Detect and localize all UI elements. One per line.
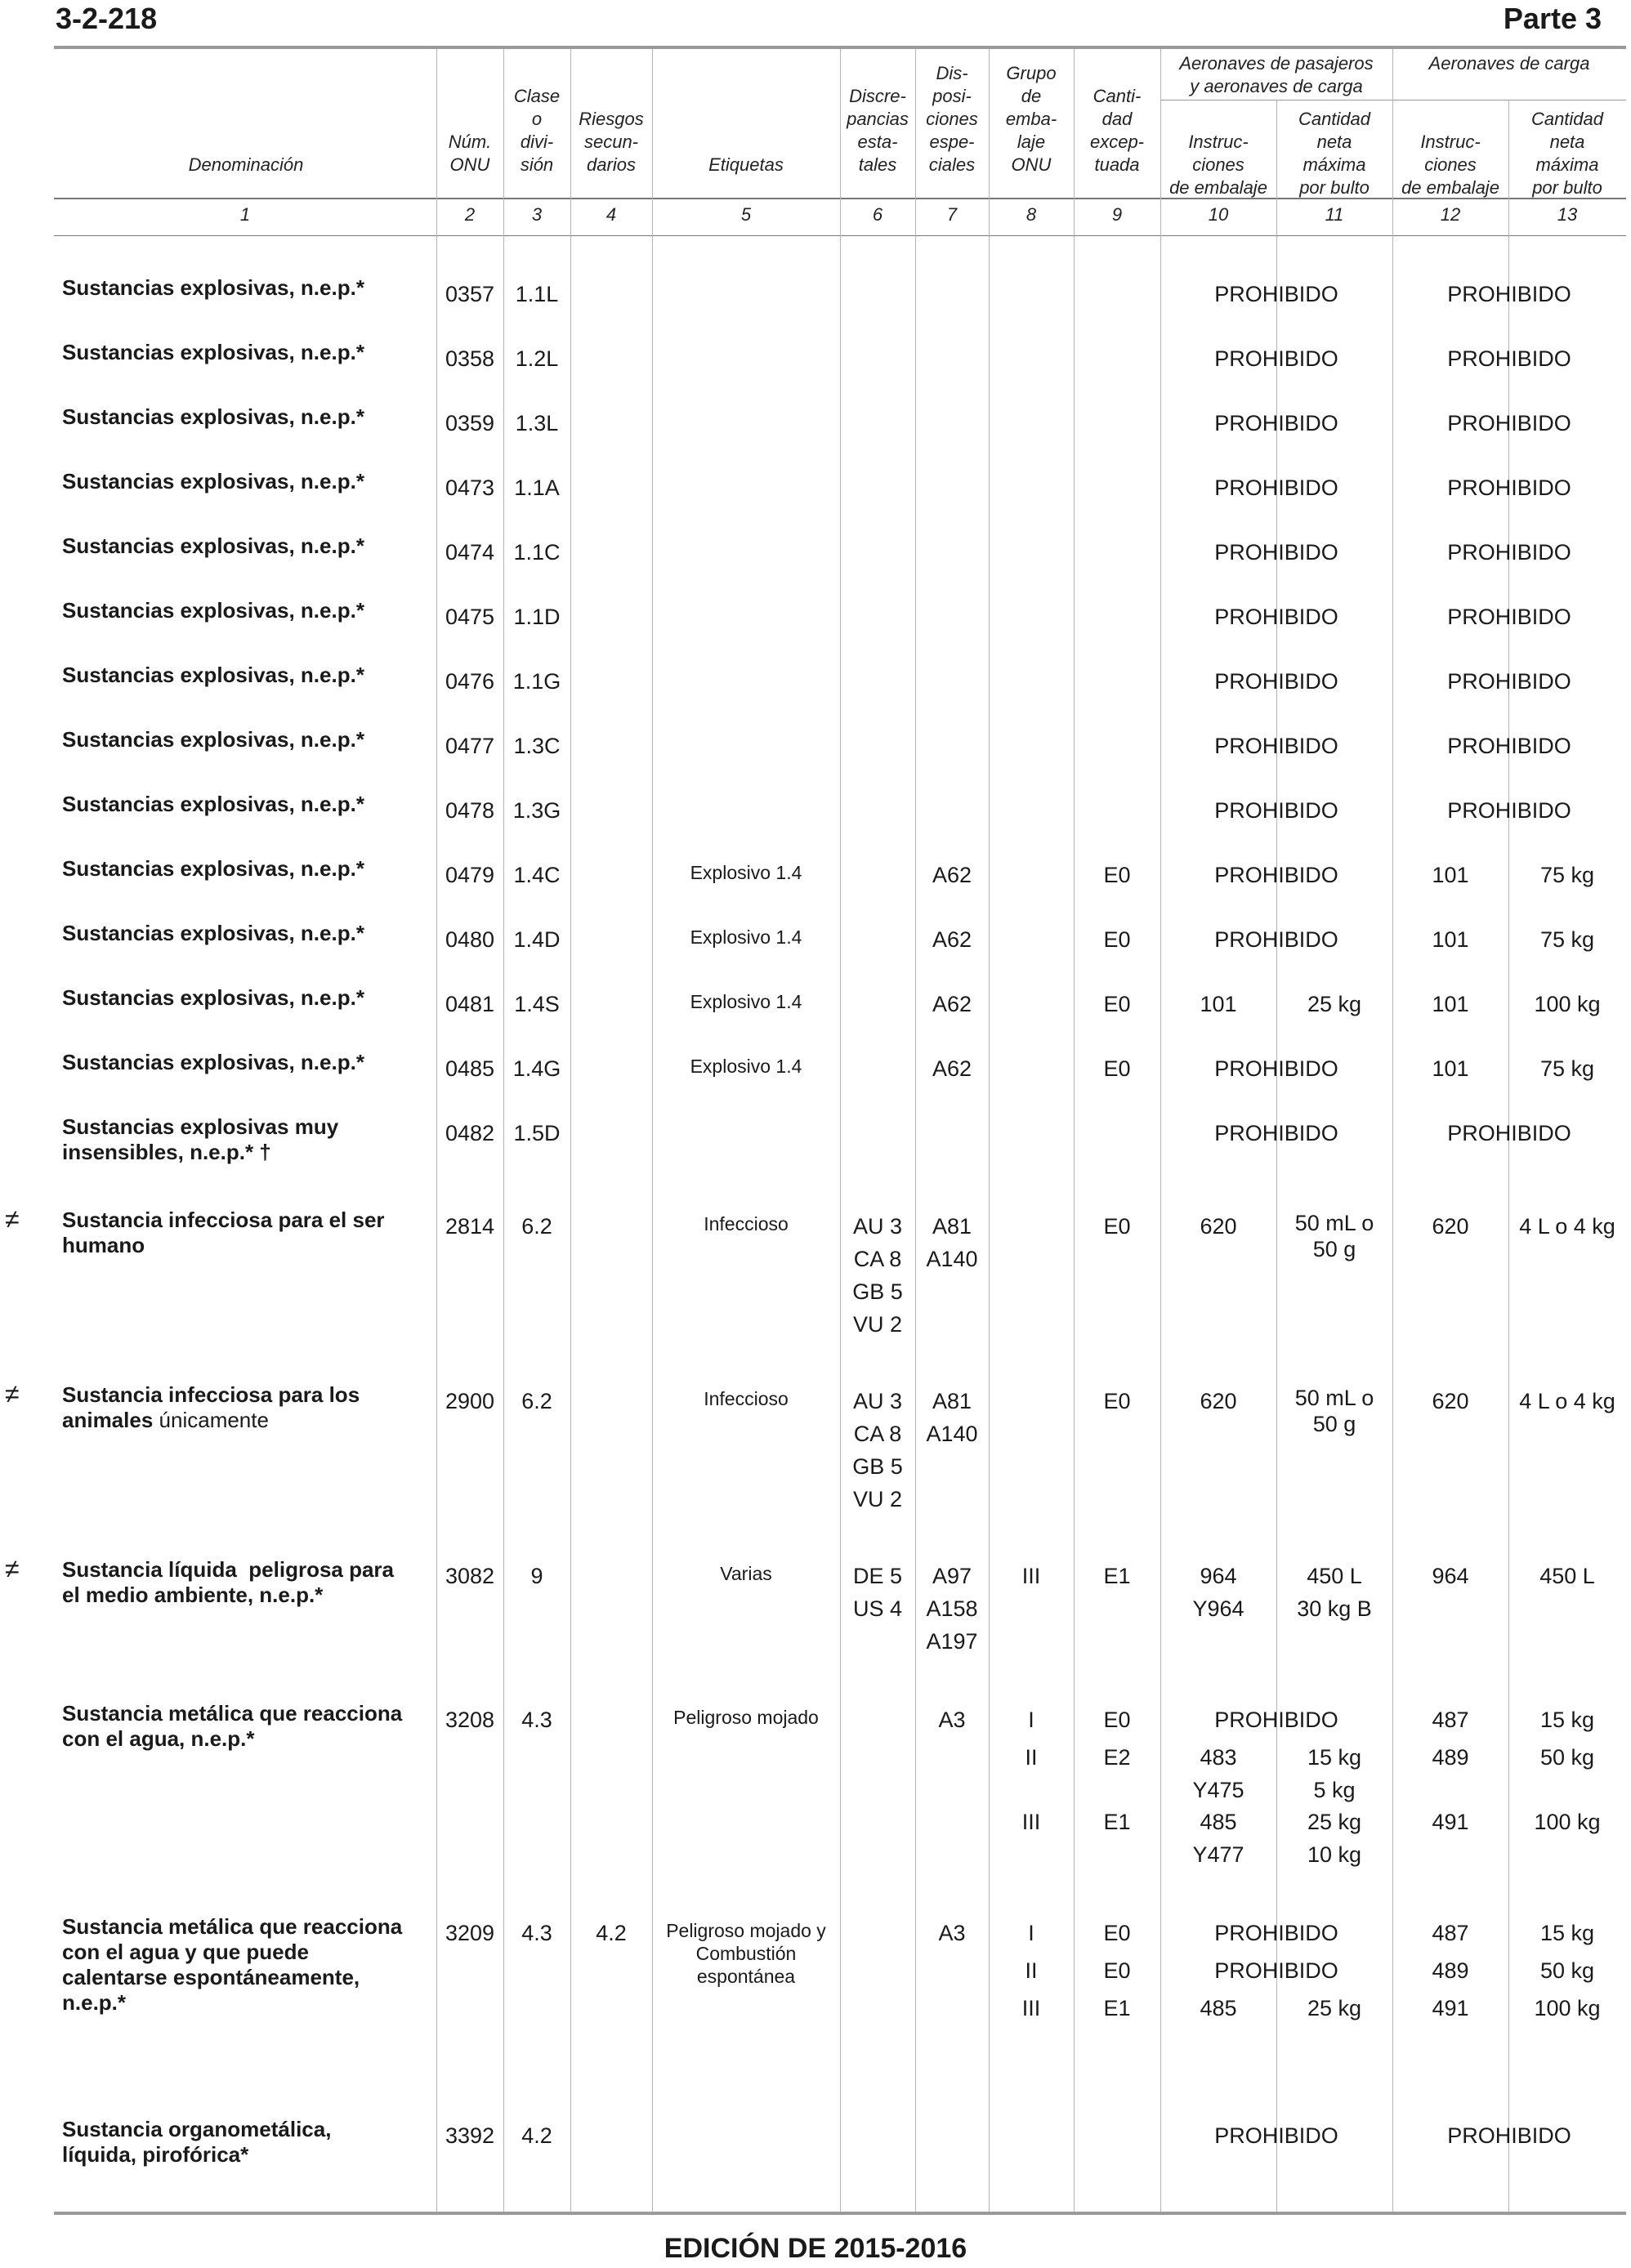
cargo-max-quantity: 75 kg <box>1539 863 1595 887</box>
class-division: 1.1A <box>514 475 560 500</box>
class-division: 1.4S <box>514 992 560 1016</box>
cargo-max-quantity: 15 kg <box>1539 1708 1595 1732</box>
cargo-max-quantity: 75 kg <box>1539 927 1595 952</box>
packing-group: II <box>1025 1745 1038 1770</box>
pax-prohibited: PROHIBIDO <box>1214 798 1338 823</box>
excepted-quantity: E0 <box>1103 1958 1131 1983</box>
cargo-prohibited: PROHIBIDO <box>1447 282 1571 306</box>
hazard-label: Explosivo 1.4 <box>690 1056 802 1077</box>
excepted-quantity: E0 <box>1103 1921 1131 1945</box>
un-number: 0478 <box>445 798 495 823</box>
column-number: 8 <box>1026 204 1037 225</box>
substance-name-text: Sustancias explosivas, n.e.p.* <box>62 340 364 364</box>
header-cargo-quantity: Cantidad neta máxima por bulto <box>1530 109 1604 198</box>
change-mark: ≠ <box>5 1204 20 1234</box>
special-provisions: A62 <box>932 927 972 952</box>
cargo-max-quantity: 100 kg <box>1534 1996 1601 2020</box>
pax-max-quantity: 50 mL o 50 g <box>1294 1211 1374 1261</box>
column-divider <box>840 49 841 2212</box>
cargo-packing-instruction: 489 <box>1432 1745 1469 1770</box>
substance-name <box>62 792 430 817</box>
cargo-packing-instruction: 964 <box>1432 1564 1469 1588</box>
cargo-prohibited: PROHIBIDO <box>1447 475 1571 500</box>
un-number: 3209 <box>445 1921 495 1945</box>
column-number: 7 <box>946 204 958 225</box>
special-provisions: A81 A140 <box>926 1389 978 1446</box>
pax-prohibited: PROHIBIDO <box>1214 1921 1338 1945</box>
column-number: 2 <box>464 204 476 225</box>
pax-max-quantity: 450 L 30 kg B <box>1297 1564 1372 1621</box>
un-number: 0474 <box>445 540 495 565</box>
excepted-quantity: E0 <box>1103 992 1131 1016</box>
cargo-max-quantity: 4 L o 4 kg <box>1519 1389 1615 1413</box>
pax-prohibited: PROHIBIDO <box>1214 540 1338 565</box>
substance-name <box>62 275 430 301</box>
class-division: 1.1G <box>512 669 561 694</box>
un-number: 0485 <box>445 1056 495 1081</box>
column-divider <box>652 49 653 2212</box>
column-divider <box>915 49 916 2212</box>
part-title: Parte 3 <box>1503 2 1602 35</box>
header-cantidad-exceptuada: Canti- dad excep- tuada <box>1089 86 1145 175</box>
pax-packing-instruction: 101 <box>1200 992 1237 1016</box>
substance-name <box>62 2117 430 2168</box>
cargo-prohibited: PROHIBIDO <box>1447 605 1571 629</box>
pax-prohibited: PROHIBIDO <box>1214 282 1338 306</box>
excepted-quantity: E0 <box>1103 863 1131 887</box>
pax-packing-instruction: 485 Y477 <box>1192 1810 1244 1867</box>
substance-name <box>62 1050 430 1075</box>
packing-group: I <box>1028 1708 1034 1732</box>
substance-name <box>62 856 430 882</box>
header-disposiciones: Dis- posi- ciones espe- ciales <box>926 63 978 175</box>
column-number: 5 <box>740 204 752 225</box>
pax-max-quantity: 25 kg 10 kg <box>1307 1810 1362 1867</box>
column-divider <box>1074 49 1075 2212</box>
cargo-max-quantity: 100 kg <box>1534 992 1601 1016</box>
column-number: 11 <box>1325 204 1344 225</box>
header-grupo: Grupo de emba- laje ONU <box>1005 63 1057 175</box>
substance-name <box>62 1208 430 1258</box>
substance-name-text: Sustancias explosivas, n.e.p.* <box>62 856 364 881</box>
un-number: 0481 <box>445 992 495 1016</box>
column-divider <box>570 49 571 2212</box>
special-provisions: A62 <box>932 1056 972 1081</box>
pax-prohibited: PROHIBIDO <box>1214 2123 1338 2148</box>
un-number: 3082 <box>445 1564 495 1588</box>
un-number: 2900 <box>445 1389 495 1413</box>
special-provisions: A3 <box>938 1708 966 1732</box>
hazard-label: Peligroso mojado <box>673 1707 819 1728</box>
pax-prohibited: PROHIBIDO <box>1214 346 1338 371</box>
pax-max-quantity: 25 kg <box>1307 992 1362 1016</box>
column-number: 1 <box>239 204 251 225</box>
cargo-prohibited: PROHIBIDO <box>1447 734 1571 758</box>
class-division: 1.4C <box>513 863 561 887</box>
un-number: 0482 <box>445 1121 495 1145</box>
pax-prohibited: PROHIBIDO <box>1214 1958 1338 1983</box>
header-etiquetas: Etiquetas <box>708 154 784 175</box>
excepted-quantity: E0 <box>1103 1389 1131 1413</box>
hazard-label: Infeccioso <box>704 1388 789 1409</box>
hazard-label: Explosivo 1.4 <box>690 991 802 1012</box>
pax-prohibited: PROHIBIDO <box>1214 927 1338 952</box>
substance-name-text: Sustancias explosivas, n.e.p.* <box>62 663 364 687</box>
cargo-packing-instruction: 487 <box>1432 1921 1469 1945</box>
cargo-packing-instruction: 487 <box>1432 1708 1469 1732</box>
column-number: 10 <box>1208 204 1229 225</box>
un-number: 0475 <box>445 605 495 629</box>
pax-packing-instruction: 964 Y964 <box>1192 1564 1244 1621</box>
pax-prohibited: PROHIBIDO <box>1214 605 1338 629</box>
substance-name-text: Sustancias explosivas, n.e.p.* <box>62 792 364 816</box>
class-division: 1.2L <box>515 346 559 371</box>
header-group-cargo: Aeronaves de carga <box>1428 53 1590 74</box>
excepted-quantity: E2 <box>1103 1745 1131 1770</box>
state-variations: AU 3 CA 8 GB 5 VU 2 <box>852 1214 903 1337</box>
cargo-packing-instruction: 491 <box>1432 1996 1469 2020</box>
column-number: 3 <box>531 204 543 225</box>
excepted-quantity: E1 <box>1103 1564 1131 1588</box>
substance-name-text: Sustancias explosivas, n.e.p.* <box>62 1050 364 1074</box>
packing-group: III <box>1021 1564 1041 1588</box>
cargo-packing-instruction: 101 <box>1432 863 1469 887</box>
hazard-label: Infeccioso <box>704 1213 789 1234</box>
change-mark: ≠ <box>5 1379 20 1409</box>
substance-name-text: Sustancia infecciosa para el ser humano <box>62 1208 385 1257</box>
packing-group: III <box>1021 1996 1041 2020</box>
substance-name-qualifier: únicamente <box>159 1408 269 1432</box>
state-variations: AU 3 CA 8 GB 5 VU 2 <box>852 1389 903 1511</box>
class-division: 1.3G <box>512 798 561 823</box>
header-pax-instructions: Instruc- ciones de embalaje <box>1169 132 1267 198</box>
substance-name-text: Sustancia líquida peligrosa para el medio ambiente, n.e.p.* <box>62 1557 395 1607</box>
class-division: 4.2 <box>521 2123 552 2148</box>
column-number: 9 <box>1111 204 1123 225</box>
packing-group: II <box>1025 1958 1038 1983</box>
header-num-onu: Núm. ONU <box>448 132 492 175</box>
pax-prohibited: PROHIBIDO <box>1214 411 1338 435</box>
un-number: 0479 <box>445 863 495 887</box>
cargo-max-quantity: 450 L <box>1539 1564 1595 1588</box>
class-division: 1.5D <box>513 1121 561 1145</box>
substance-name <box>62 1114 430 1165</box>
pax-prohibited: PROHIBIDO <box>1214 1708 1338 1732</box>
bottom-rule <box>54 2212 1626 2215</box>
substance-name <box>62 1382 430 1433</box>
column-number: 13 <box>1557 204 1578 225</box>
header-discrepancias: Discre- pancias esta- tales <box>847 86 909 175</box>
cargo-prohibited: PROHIBIDO <box>1447 540 1571 565</box>
substance-name-text: Sustancia organometálica, líquida, pirofórica* <box>62 2117 332 2167</box>
cargo-max-quantity: 15 kg <box>1539 1921 1595 1945</box>
special-provisions: A81 A140 <box>926 1214 978 1271</box>
un-number: 0480 <box>445 927 495 952</box>
special-provisions: A62 <box>932 992 972 1016</box>
substance-name-text: Sustancias explosivas, n.e.p.* <box>62 598 364 623</box>
substance-name <box>62 534 430 559</box>
pax-max-quantity: 50 mL o 50 g <box>1294 1386 1374 1436</box>
state-variations: DE 5 US 4 <box>852 1564 903 1621</box>
pax-max-quantity: 25 kg <box>1307 1996 1362 2020</box>
substance-name-text: Sustancias explosivas, n.e.p.* <box>62 534 364 558</box>
hazard-label: Explosivo 1.4 <box>690 862 802 883</box>
un-number: 3392 <box>445 2123 495 2148</box>
substance-name-text: Sustancias explosivas, n.e.p.* <box>62 727 364 752</box>
special-provisions: A97 A158 A197 <box>926 1564 978 1654</box>
substance-name <box>62 985 430 1011</box>
substance-name-text: Sustancias explosivas, n.e.p.* <box>62 469 364 493</box>
substance-name-text: Sustancias explosivas, n.e.p.* <box>62 985 364 1010</box>
substance-name <box>62 404 430 430</box>
substance-name-text: Sustancias explosivas, n.e.p.* <box>62 921 364 945</box>
excepted-quantity: E0 <box>1103 927 1131 952</box>
pax-packing-instruction: 620 <box>1200 1389 1237 1413</box>
packing-group: III <box>1021 1810 1041 1834</box>
pax-packing-instruction: 620 <box>1200 1214 1237 1239</box>
header-pax-quantity: Cantidad neta máxima por bulto <box>1298 109 1371 198</box>
class-division: 6.2 <box>521 1389 552 1413</box>
un-number: 0359 <box>445 411 495 435</box>
substance-name <box>62 921 430 946</box>
pax-prohibited: PROHIBIDO <box>1214 475 1338 500</box>
special-provisions: A3 <box>938 1921 966 1945</box>
cargo-packing-instruction: 101 <box>1432 927 1469 952</box>
substance-name-text: Sustancias explosivas muy insensibles, n.e.p.* † <box>62 1114 339 1164</box>
class-division: 1.1D <box>513 605 561 629</box>
class-division: 6.2 <box>521 1214 552 1239</box>
class-division: 1.3C <box>513 734 561 758</box>
excepted-quantity: E1 <box>1103 1996 1131 2020</box>
column-number: 4 <box>605 204 617 225</box>
pax-packing-instruction: 485 <box>1200 1996 1237 2020</box>
un-number: 3208 <box>445 1708 495 1732</box>
substance-name-text: Sustancia metálica que reacciona con el agua y que puede calentarse espontáneamente, n.e.p.* <box>62 1914 403 2015</box>
class-division: 9 <box>530 1564 543 1588</box>
pax-prohibited: PROHIBIDO <box>1214 863 1338 887</box>
subsidiary-risk: 4.2 <box>596 1921 627 1945</box>
class-division: 1.1C <box>513 540 561 565</box>
cargo-packing-instruction: 101 <box>1432 1056 1469 1081</box>
hazard-label: Explosivo 1.4 <box>690 926 802 948</box>
un-number: 2814 <box>445 1214 495 1239</box>
cargo-max-quantity: 100 kg <box>1534 1810 1601 1834</box>
cargo-packing-instruction: 620 <box>1432 1389 1469 1413</box>
pax-packing-instruction: 483 Y475 <box>1192 1745 1244 1802</box>
cargo-max-quantity: 50 kg <box>1539 1745 1595 1770</box>
column-divider <box>989 49 990 2212</box>
cargo-packing-instruction: 491 <box>1432 1810 1469 1834</box>
page-number: 3-2-218 <box>56 2 158 35</box>
packing-group: I <box>1028 1921 1034 1945</box>
cargo-max-quantity: 75 kg <box>1539 1056 1595 1081</box>
edition-footer: EDICIÓN DE 2015-2016 <box>664 2233 967 2264</box>
class-division: 1.4G <box>512 1056 561 1081</box>
cargo-prohibited: PROHIBIDO <box>1447 346 1571 371</box>
header-clase: Clase o divi- sión <box>513 86 561 175</box>
pax-max-quantity: 15 kg 5 kg <box>1307 1745 1362 1802</box>
column-number: 12 <box>1440 204 1461 225</box>
excepted-quantity: E0 <box>1103 1708 1131 1732</box>
excepted-quantity: E0 <box>1103 1214 1131 1239</box>
cargo-packing-instruction: 620 <box>1432 1214 1469 1239</box>
class-division: 4.3 <box>521 1708 552 1732</box>
substance-name <box>62 469 430 494</box>
class-division: 1.3L <box>515 411 559 435</box>
substance-name <box>62 1914 430 2016</box>
class-division: 1.1L <box>515 282 559 306</box>
substance-name <box>62 727 430 752</box>
excepted-quantity: E0 <box>1103 1056 1131 1081</box>
header-riesgos: Riesgos secun- darios <box>579 109 644 175</box>
substance-name <box>62 1701 430 1752</box>
substance-name-text: Sustancias explosivas, n.e.p.* <box>62 404 364 429</box>
excepted-quantity: E1 <box>1103 1810 1131 1834</box>
hazard-label: Peligroso mojado y Combustión espontánea <box>666 1920 826 1987</box>
cargo-packing-instruction: 489 <box>1432 1958 1469 1983</box>
cargo-prohibited: PROHIBIDO <box>1447 411 1571 435</box>
header-denominacion: Denominación <box>188 154 304 175</box>
pax-prohibited: PROHIBIDO <box>1214 669 1338 694</box>
substance-name-text: Sustancia infecciosa para los animales <box>62 1382 360 1432</box>
class-division: 1.4D <box>513 927 561 952</box>
un-number: 0358 <box>445 346 495 371</box>
un-number: 0473 <box>445 475 495 500</box>
substance-name-text: Sustancias explosivas, n.e.p.* <box>62 275 364 300</box>
cargo-prohibited: PROHIBIDO <box>1447 1121 1571 1145</box>
pax-prohibited: PROHIBIDO <box>1214 734 1338 758</box>
change-mark: ≠ <box>5 1554 20 1583</box>
un-number: 0476 <box>445 669 495 694</box>
header-group-pax: Aeronaves de pasajeros y aeronaves de carga <box>1179 53 1374 96</box>
pax-prohibited: PROHIBIDO <box>1214 1121 1338 1145</box>
cargo-max-quantity: 4 L o 4 kg <box>1519 1214 1615 1239</box>
substance-name <box>62 340 430 365</box>
header-cargo-instructions: Instruc- ciones de embalaje <box>1401 132 1499 198</box>
un-number: 0357 <box>445 282 495 306</box>
class-division: 4.3 <box>521 1921 552 1945</box>
pax-prohibited: PROHIBIDO <box>1214 1056 1338 1081</box>
special-provisions: A62 <box>932 863 972 887</box>
cargo-prohibited: PROHIBIDO <box>1447 2123 1571 2148</box>
cargo-packing-instruction: 101 <box>1432 992 1469 1016</box>
column-number: 6 <box>872 204 883 225</box>
un-number: 0477 <box>445 734 495 758</box>
substance-name-text: Sustancia metálica que reacciona con el agua, n.e.p.* <box>62 1701 403 1751</box>
hazard-label: Varias <box>720 1563 772 1584</box>
cargo-max-quantity: 50 kg <box>1539 1958 1595 1983</box>
substance-name <box>62 1557 430 1608</box>
substance-name <box>62 663 430 688</box>
cargo-prohibited: PROHIBIDO <box>1447 669 1571 694</box>
substance-name <box>62 598 430 623</box>
cargo-prohibited: PROHIBIDO <box>1447 798 1571 823</box>
